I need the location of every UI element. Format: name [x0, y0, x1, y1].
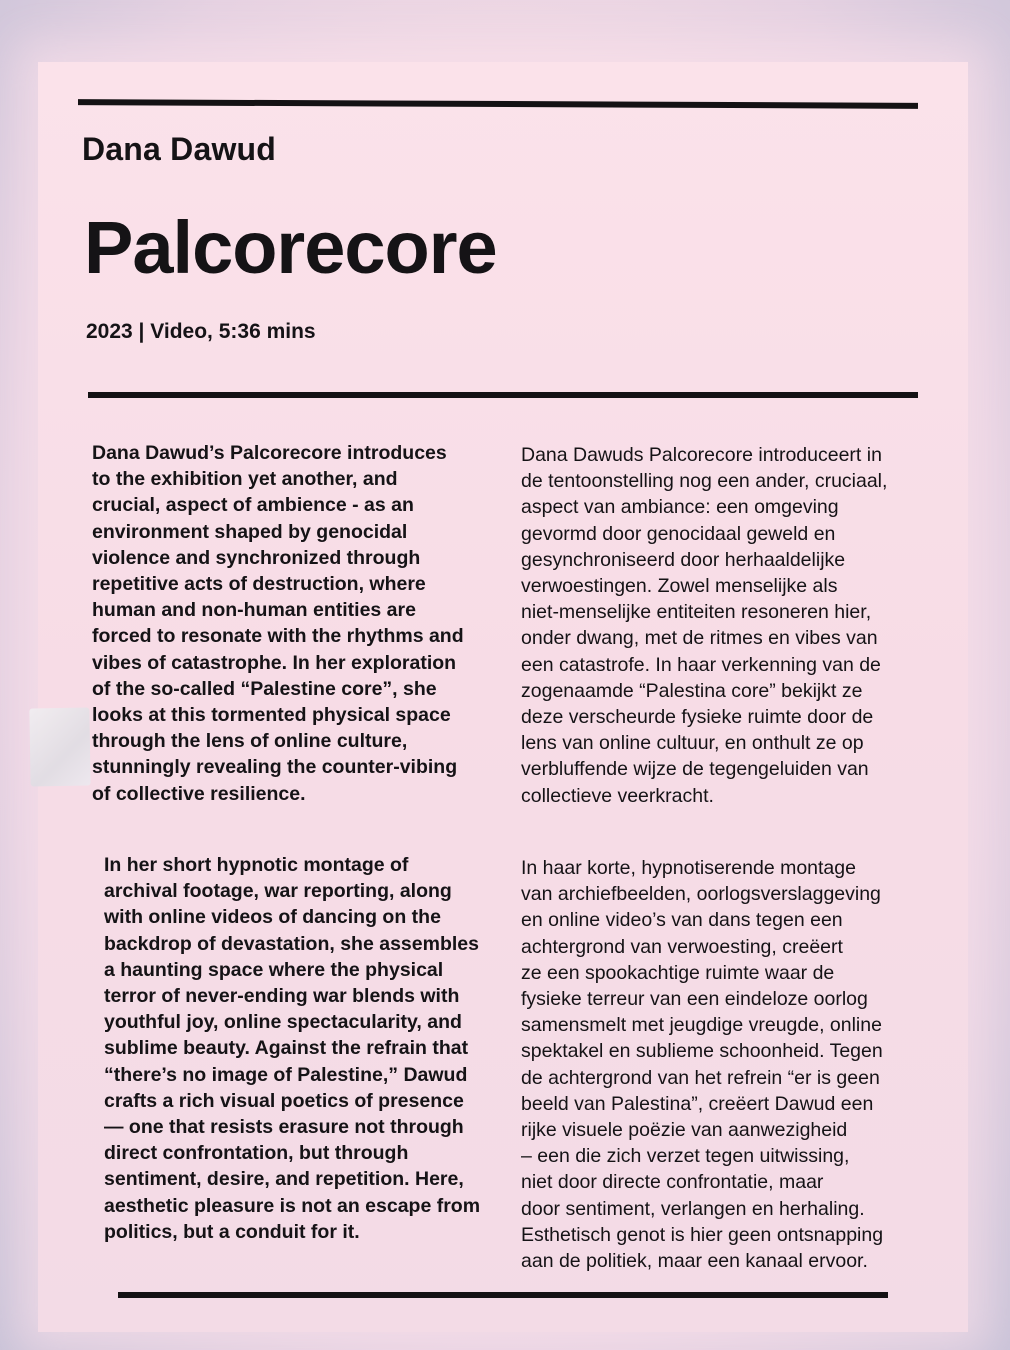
text-line: Dana Dawuds Palcorecore introduceert in [521, 444, 882, 466]
text-line: In haar korte, hypnotiserende montage [521, 857, 856, 879]
text-line: direct confrontation, but through [104, 1142, 409, 1165]
text-line: crucial, aspect of ambience - as an [92, 494, 414, 517]
dutch-paragraph-2 [521, 855, 921, 1274]
text-line: sentiment, desire, and repetition. Here, [104, 1168, 464, 1191]
text-line: environment shaped by genocidal [92, 520, 408, 543]
text-line: collectieve veerkracht. [521, 784, 714, 807]
text-line: gesynchroniseerd door herhaaldelijke [521, 548, 846, 571]
text-line: lens van online cultuur, en onthult ze op [521, 732, 864, 755]
text-line: terror of never-ending war blends with [104, 985, 460, 1008]
text-line: youthful joy, online spectacularity, and [104, 1011, 462, 1034]
text-line: to the exhibition yet another, and [92, 468, 398, 491]
artwork-title: Palcorecore [84, 206, 497, 289]
bottom-rule [118, 1292, 888, 1298]
masking-tape [29, 707, 90, 786]
text-line: politics, but a conduit for it. [104, 1220, 360, 1243]
text-line: door sentiment, verlangen en herhaling. [521, 1197, 865, 1220]
text-line: In her short hypnotic montage of [104, 854, 409, 876]
text-line: verwoestingen. Zowel menselijke als [521, 575, 838, 598]
text-line: beeld van Palestina”, creëert Dawud een [521, 1092, 874, 1115]
text-line: niet-menselijke entiteiten resoneren hier, [521, 601, 872, 624]
text-line: through the lens of online culture, [92, 730, 408, 753]
text-line: spektakel en sublieme schoonheid. Tegen [521, 1040, 883, 1063]
text-line: deze verscheurde fysieke ruimte door de [521, 706, 874, 729]
text-line: aspect van ambiance: een omgeving [521, 496, 839, 519]
text-line: – een die zich verzet tegen uitwissing, [521, 1145, 850, 1168]
text-line: vibes of catastrophe. In her exploration [92, 651, 457, 674]
artist-name: Dana Dawud [82, 131, 277, 167]
dutch-paragraph-1 [521, 442, 921, 809]
artwork-meta: 2023 | Video, 5:36 mins [86, 320, 316, 343]
text-line: — one that resists erasure not through [104, 1116, 464, 1139]
text-line: en online video’s van dans tegen een [521, 909, 843, 932]
text-line: a haunting space where the physical [104, 958, 444, 981]
text-line: Dana Dawud’s Palcorecore introduces [92, 442, 447, 464]
text-line: van archiefbeelden, oorlogsverslaggeving [521, 883, 881, 906]
text-line: of the so-called “Palestine core”, she [92, 677, 437, 700]
text-line: ze een spookachtige ruimte waar de [521, 961, 835, 984]
text-line: violence and synchronized through [92, 546, 421, 569]
text-line: rijke visuele poëzie van aanwezigheid [521, 1119, 848, 1142]
text-line: forced to resonate with the rhythms and [92, 625, 464, 648]
text-line: niet door directe confrontatie, maar [521, 1171, 824, 1194]
text-line: backdrop of devastation, she assembles [104, 932, 479, 955]
text-line: crafts a rich visual poetics of presence [104, 1089, 464, 1112]
text-line: zogenaamde “Palestina core” bekijkt ze [521, 679, 863, 702]
text-line: of collective resilience. [92, 782, 306, 805]
text-line: looks at this tormented physical space [92, 704, 451, 727]
text-line: human and non-human entities are [92, 599, 416, 622]
text-line: stunningly revealing the counter-vibing [92, 756, 458, 779]
text-line: onder dwang, met de ritmes en vibes van [521, 627, 878, 650]
text-line: “there’s no image of Palestine,” Dawud [104, 1063, 468, 1086]
text-line: de tentoonstelling nog een ander, cruciaal, [521, 470, 888, 493]
text-line: samensmelt met jeugdige vreugde, online [521, 1014, 882, 1037]
text-line: sublime beauty. Against the refrain that [104, 1037, 469, 1060]
text-line: achtergrond van verwoesting, creëert [521, 935, 843, 958]
text-line: gevormd door genocidaal geweld en [521, 522, 836, 545]
text-line: with online videos of dancing on the [104, 906, 441, 929]
text-line: de achtergrond van het refrein “er is geen [521, 1066, 880, 1089]
text-line: een catastrofe. In haar verkenning van de [521, 653, 881, 676]
text-line: fysieke terreur van een eindeloze oorlog [521, 988, 868, 1011]
text-line: aesthetic pleasure is not an escape from [104, 1194, 481, 1217]
text-line: verbluffende wijze de tegengeluiden van [521, 758, 869, 781]
middle-rule [88, 392, 918, 398]
english-paragraph-1 [92, 440, 502, 807]
text-line: aan de politiek, maar een kanaal ervoor. [521, 1250, 868, 1273]
text-line: archival footage, war reporting, along [104, 880, 452, 903]
text-line: repetitive acts of destruction, where [92, 573, 426, 596]
text-line: Esthetisch genot is hier geen ontsnapping [521, 1223, 884, 1246]
english-paragraph-2 [104, 852, 504, 1245]
